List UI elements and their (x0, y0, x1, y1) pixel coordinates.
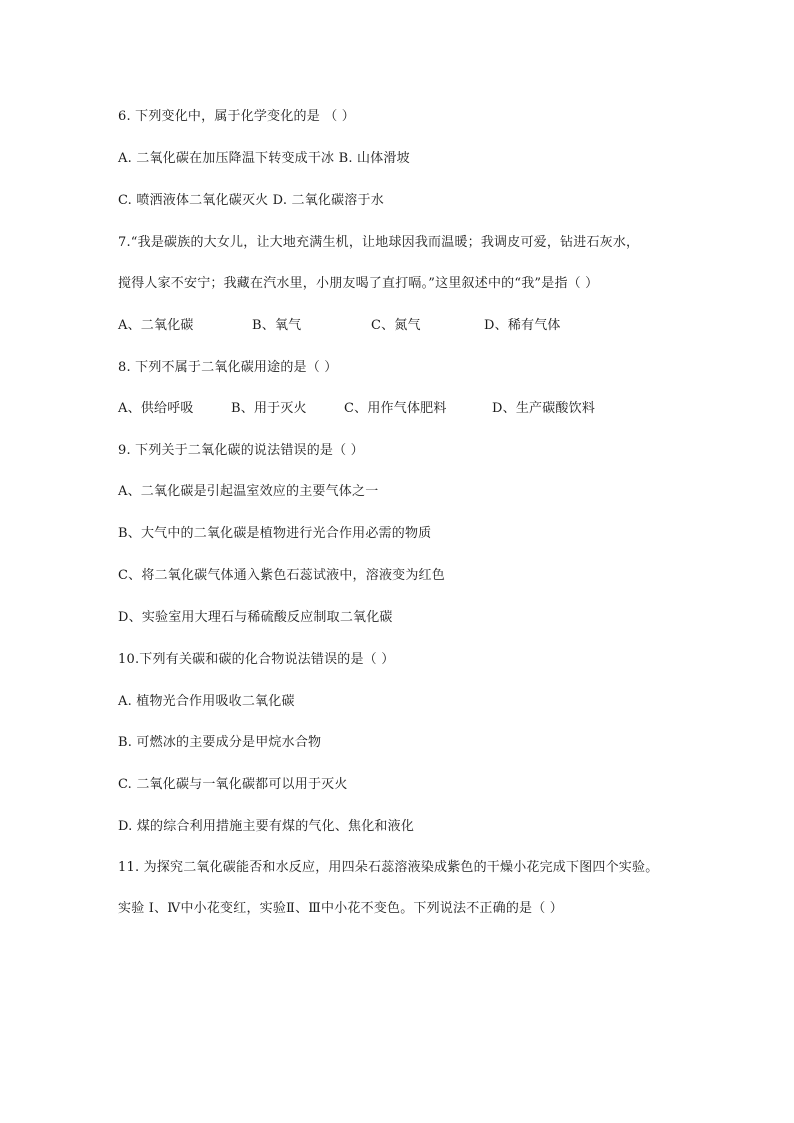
q11-stem-line1: 11. 为探究二氧化碳能否和水反应，用四朵石蕊溶液染成紫色的干燥小花完成下图四个实验。 (118, 860, 659, 875)
q9-option-c: C、将二氧化碳气体通入紫色石蕊试液中，溶液变为红色 (118, 568, 445, 583)
q8-stem: 8. 下列不属于二氧化碳用途的是（ ） (118, 360, 338, 375)
q10-stem: 10.下列有关碳和碳的化合物说法错误的是（ ） (118, 652, 395, 667)
q8-option-c: C、用作气体肥料 (344, 401, 447, 416)
q8-option-d: D、生产碳酸饮料 (492, 401, 596, 416)
q7-option-a: A、二氧化碳 (118, 318, 194, 333)
q9-option-b: B、大气中的二氧化碳是植物进行光合作用必需的物质 (118, 526, 432, 541)
q9-option-d: D、实验室用大理石与稀硫酸反应制取二氧化碳 (118, 610, 393, 625)
q8-option-b: B、用于灭火 (231, 401, 307, 416)
q7-option-d: D、稀有气体 (484, 318, 561, 333)
q10-option-c: C. 二氧化碳与一氧化碳都可以用于灭火 (118, 777, 348, 792)
q9-option-a: A、二氧化碳是引起温室效应的主要气体之一 (118, 484, 379, 499)
q10-option-b: B. 可燃冰的主要成分是甲烷水合物 (118, 735, 322, 750)
q8-option-a: A、供给呼吸 (118, 401, 194, 416)
q10-option-a: A. 植物光合作用吸收二氧化碳 (118, 694, 295, 709)
q6-stem: 6. 下列变化中，属于化学变化的是 （ ） (118, 109, 356, 124)
q6-options-cd: C. 喷洒液体二氧化碳灭火 D. 二氧化碳溶于水 (118, 193, 384, 208)
q7-option-c: C、氮气 (371, 318, 421, 333)
q9-stem: 9. 下列关于二氧化碳的说法错误的是（ ） (118, 443, 364, 458)
q7-stem-line2: 搅得人家不安宁；我藏在汽水里，小朋友喝了直打嗝。”这里叙述中的“我”是指（ ） (118, 276, 599, 291)
q10-option-d: D. 煤的综合利用措施主要有煤的气化、焦化和液化 (118, 819, 415, 834)
q8-options (118, 400, 595, 418)
q7-option-b: B、氧气 (252, 318, 302, 333)
q7-stem-line1: 7.“我是碳族的大女儿，让大地充满生机，让地球因我而温暖；我调皮可爱，钻进石灰水， (118, 235, 640, 250)
q7-options (118, 317, 561, 335)
q6-options-ab: A. 二氧化碳在加压降温下转变成干冰 B. 山体滑坡 (118, 151, 410, 166)
q11-stem-line2: 实验 Ⅰ、Ⅳ中小花变红，实验Ⅱ、Ⅲ中小花不变色。下列说法不正确的是（ ） (118, 901, 563, 916)
